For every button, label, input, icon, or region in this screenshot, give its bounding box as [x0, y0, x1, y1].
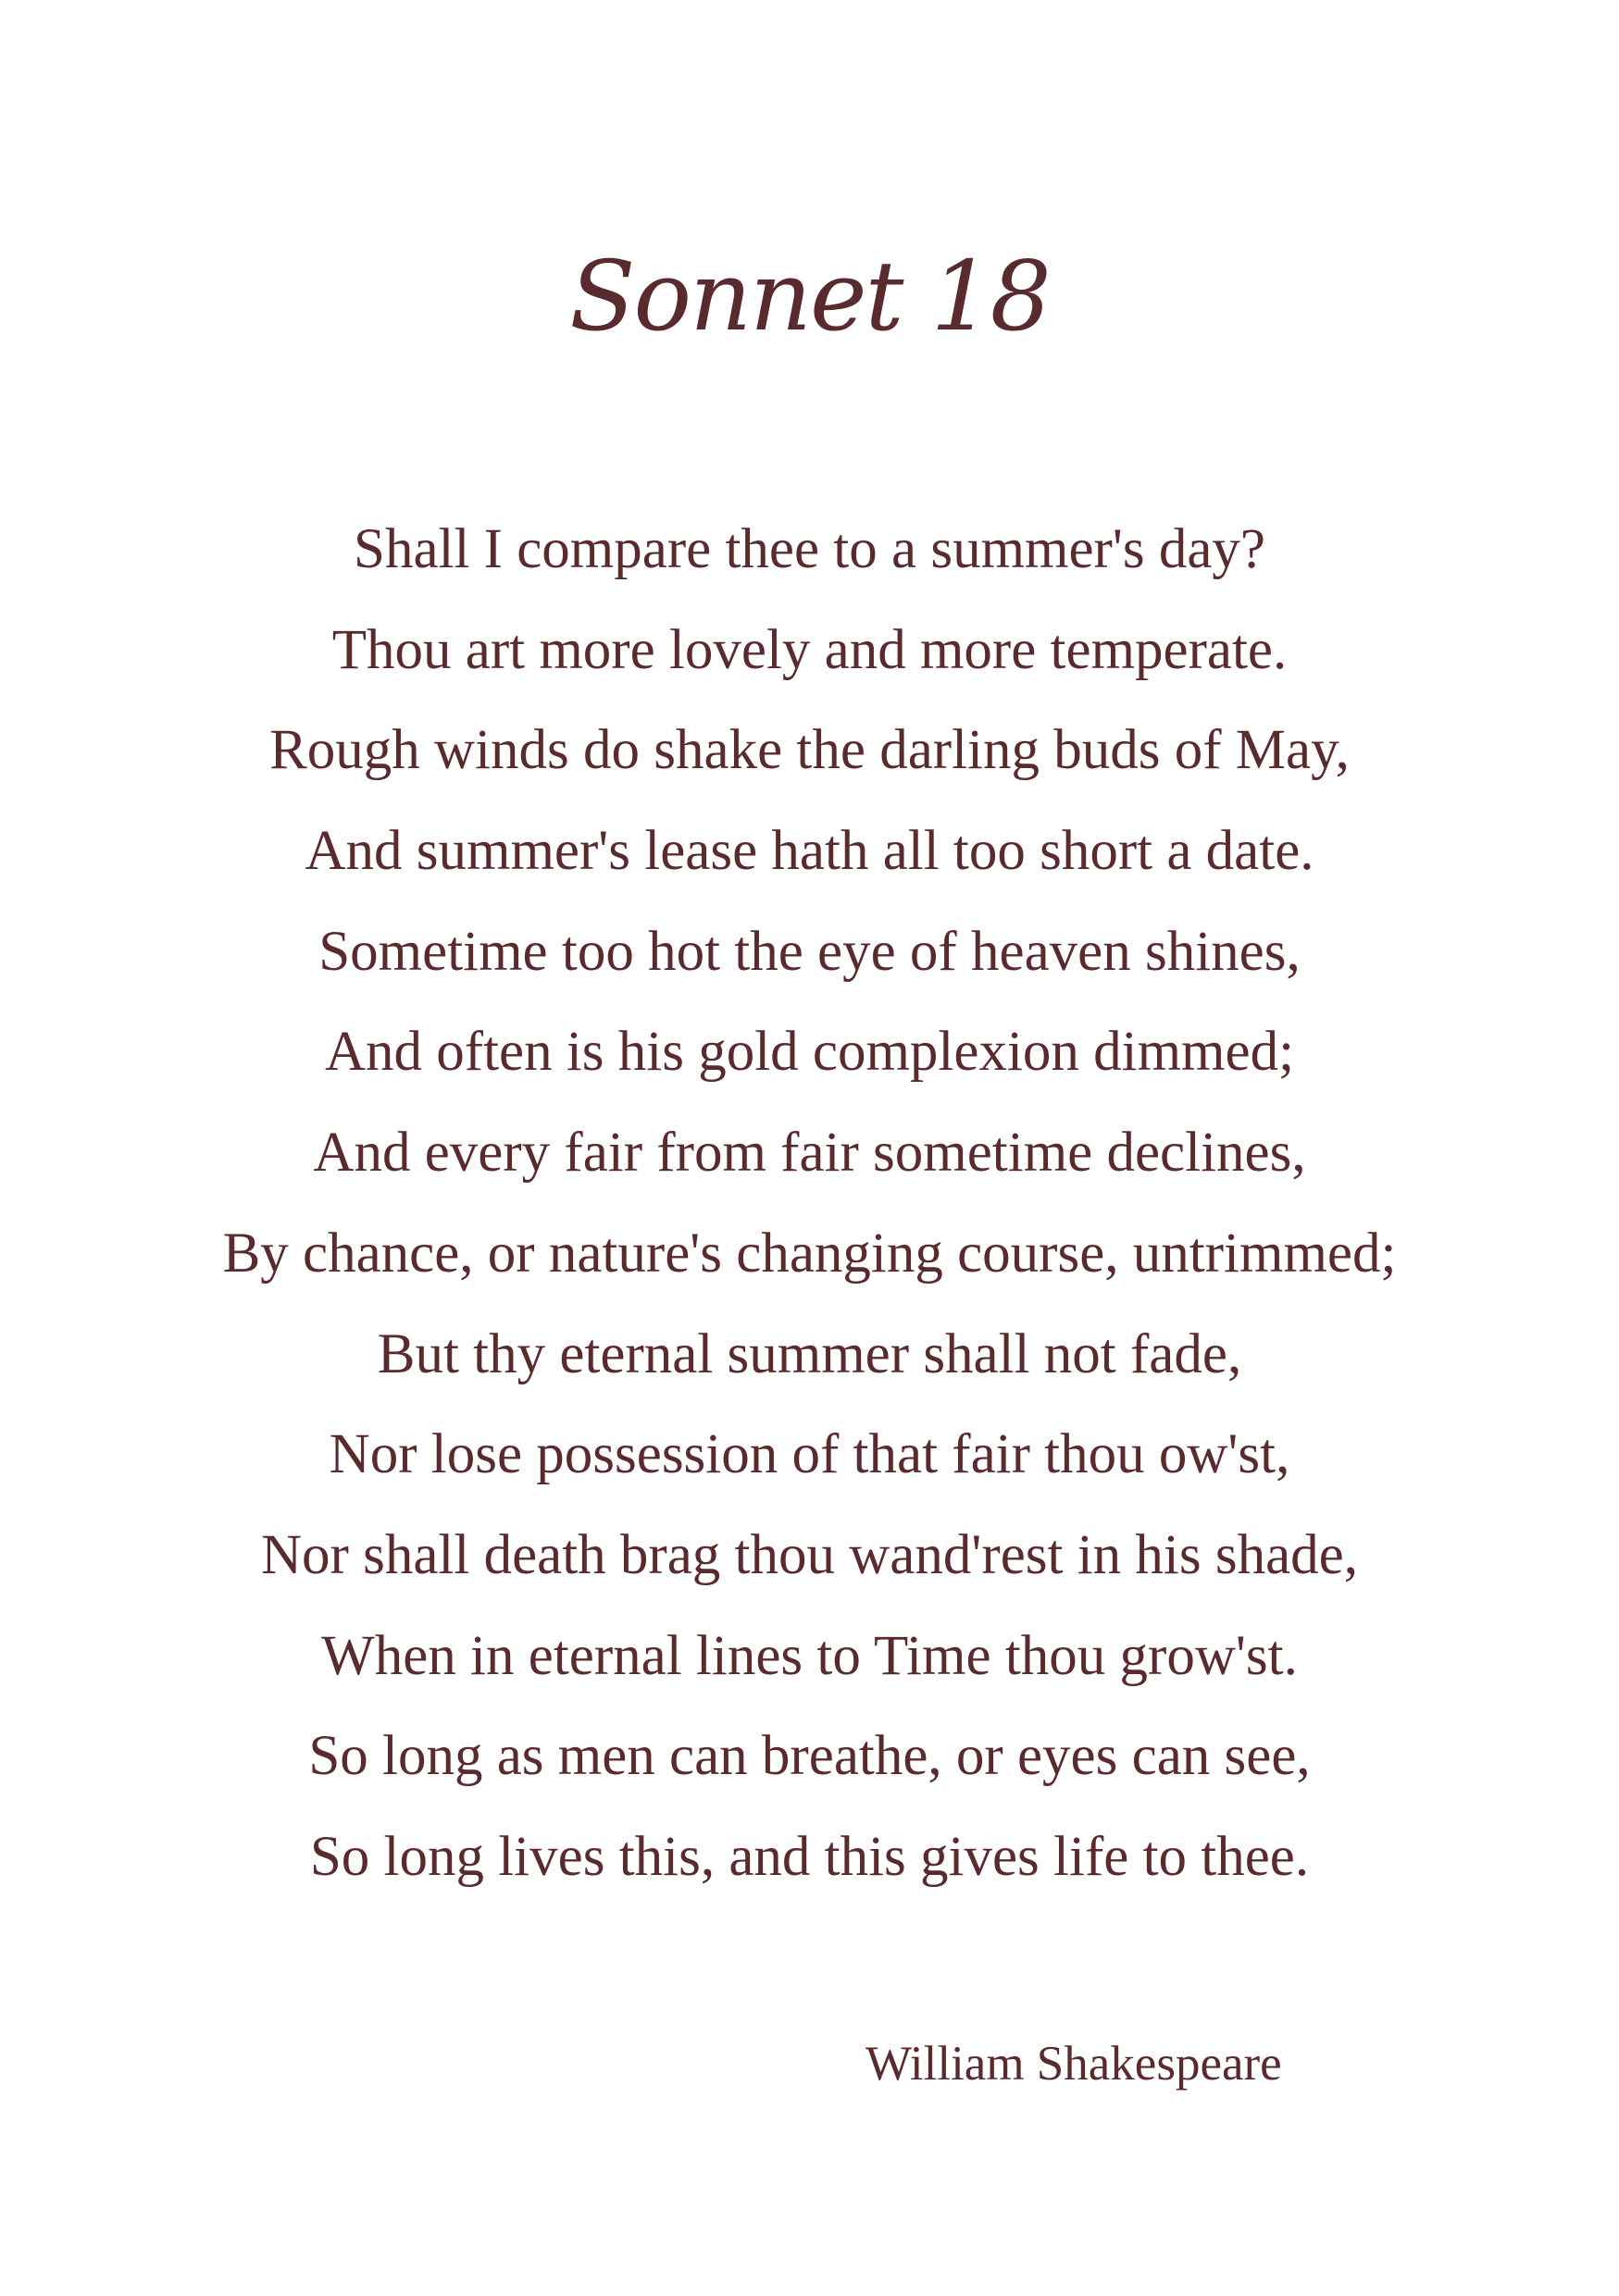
- poem-line: So long lives this, and this gives life to thee.: [309, 1825, 1310, 1888]
- poem-body: [0, 500, 1619, 1908]
- poem-line: And summer's lease hath all too short a date.: [305, 820, 1314, 883]
- poem-line: But thy eternal summer shall not fade,: [377, 1322, 1242, 1385]
- poem-line: By chance, or nature's changing course, untrimmed;: [222, 1222, 1397, 1285]
- poem-title: Sonnet 18: [569, 240, 1050, 353]
- poem-line: Nor shall death brag thou wand'rest in his shade,: [261, 1523, 1358, 1586]
- poem-line: So long as men can breathe, or eyes can see,: [308, 1725, 1311, 1788]
- poem-line: When in eternal lines to Time thou grow'st.: [321, 1624, 1298, 1687]
- poem-line: And often is his gold complexion dimmed;: [324, 1021, 1295, 1084]
- poem-line: Sometime too hot the eye of heaven shines,: [318, 920, 1301, 983]
- poem-line: Thou art more lovely and more temperate.: [331, 618, 1288, 681]
- poem-line: Shall I compare thee to a summer's day?: [354, 518, 1265, 580]
- poem-line: Nor lose possession of that fair thou ow'st,: [329, 1423, 1290, 1486]
- poem-line: And every fair from fair sometime declines,: [313, 1122, 1306, 1185]
- poem-line: Rough winds do shake the darling buds of May,: [269, 719, 1350, 782]
- poem-author: William Shakespeare: [866, 2037, 1282, 2091]
